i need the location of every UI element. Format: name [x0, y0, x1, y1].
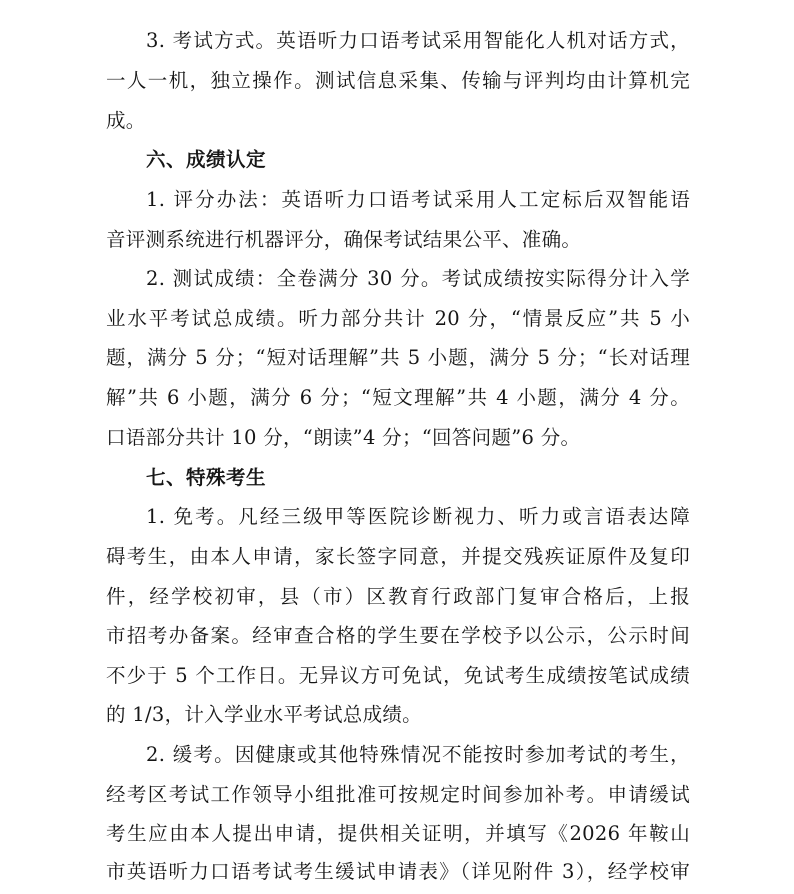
paragraph-test-score-line-1: 2. 测试成绩：全卷满分 30 分。考试成绩按实际得分计入学 — [146, 267, 690, 290]
paragraph-deferral-line-4: 市英语听力口语考试考生缓试申请表》（详见附件 3），经学校审 — [106, 860, 690, 883]
paragraph-deferral-line-1: 2. 缓考。因健康或其他特殊情况不能按时参加考试的考生， — [146, 743, 690, 766]
paragraph-exemption-line-3: 件，经学校初审，县（市）区教育行政部门复审合格后，上报 — [106, 585, 690, 608]
paragraph-exemption-line-5: 不少于 5 个工作日。无异议方可免试，免试考生成绩按笔试成绩 — [106, 664, 690, 687]
paragraph-exemption-line-1: 1. 免考。凡经三级甲等医院诊断视力、听力或言语表达障 — [146, 505, 690, 528]
paragraph-deferral-line-3: 考生应由本人提出申请，提供相关证明，并填写《2026 年鞍山 — [106, 822, 690, 845]
paragraph-exam-method-line-3: 成。 — [106, 109, 146, 132]
paragraph-test-score-line-4: 解”共 6 小题，满分 6 分；“短文理解”共 4 小题，满分 4 分。 — [106, 386, 690, 409]
paragraph-exam-method-line-1: 3. 考试方式。英语听力口语考试采用智能化人机对话方式， — [146, 29, 690, 52]
paragraph-exemption-line-2: 碍考生，由本人申请，家长签字同意，并提交残疾证原件及复印 — [106, 545, 690, 568]
paragraph-test-score-line-2: 业水平考试总成绩。听力部分共计 20 分，“情景反应”共 5 小 — [106, 307, 690, 330]
paragraph-scoring-line-1: 1. 评分办法：英语听力口语考试采用人工定标后双智能语 — [146, 188, 690, 211]
paragraph-exemption-line-4: 市招考办备案。经审查合格的学生要在学校予以公示，公示时间 — [106, 624, 690, 647]
paragraph-exemption-line-6: 的 1/3，计入学业水平考试总成绩。 — [106, 703, 422, 726]
paragraph-test-score-line-3: 题，满分 5 分；“短对话理解”共 5 小题，满分 5 分；“长对话理 — [106, 346, 690, 369]
paragraph-exam-method-line-2: 一人一机，独立操作。测试信息采集、传输与评判均由计算机完 — [106, 69, 690, 92]
paragraph-test-score-line-5: 口语部分共计 10 分，“朗读”4 分；“回答问题”6 分。 — [106, 426, 581, 449]
paragraph-deferral-line-2: 经考区考试工作领导小组批准可按规定时间参加补考。申请缓试 — [106, 783, 690, 806]
paragraph-scoring-line-2: 音评测系统进行机器评分，确保考试结果公平、准确。 — [106, 228, 582, 251]
section-heading-score: 六、成绩认定 — [146, 148, 267, 171]
section-heading-special: 七、特殊考生 — [146, 466, 267, 489]
